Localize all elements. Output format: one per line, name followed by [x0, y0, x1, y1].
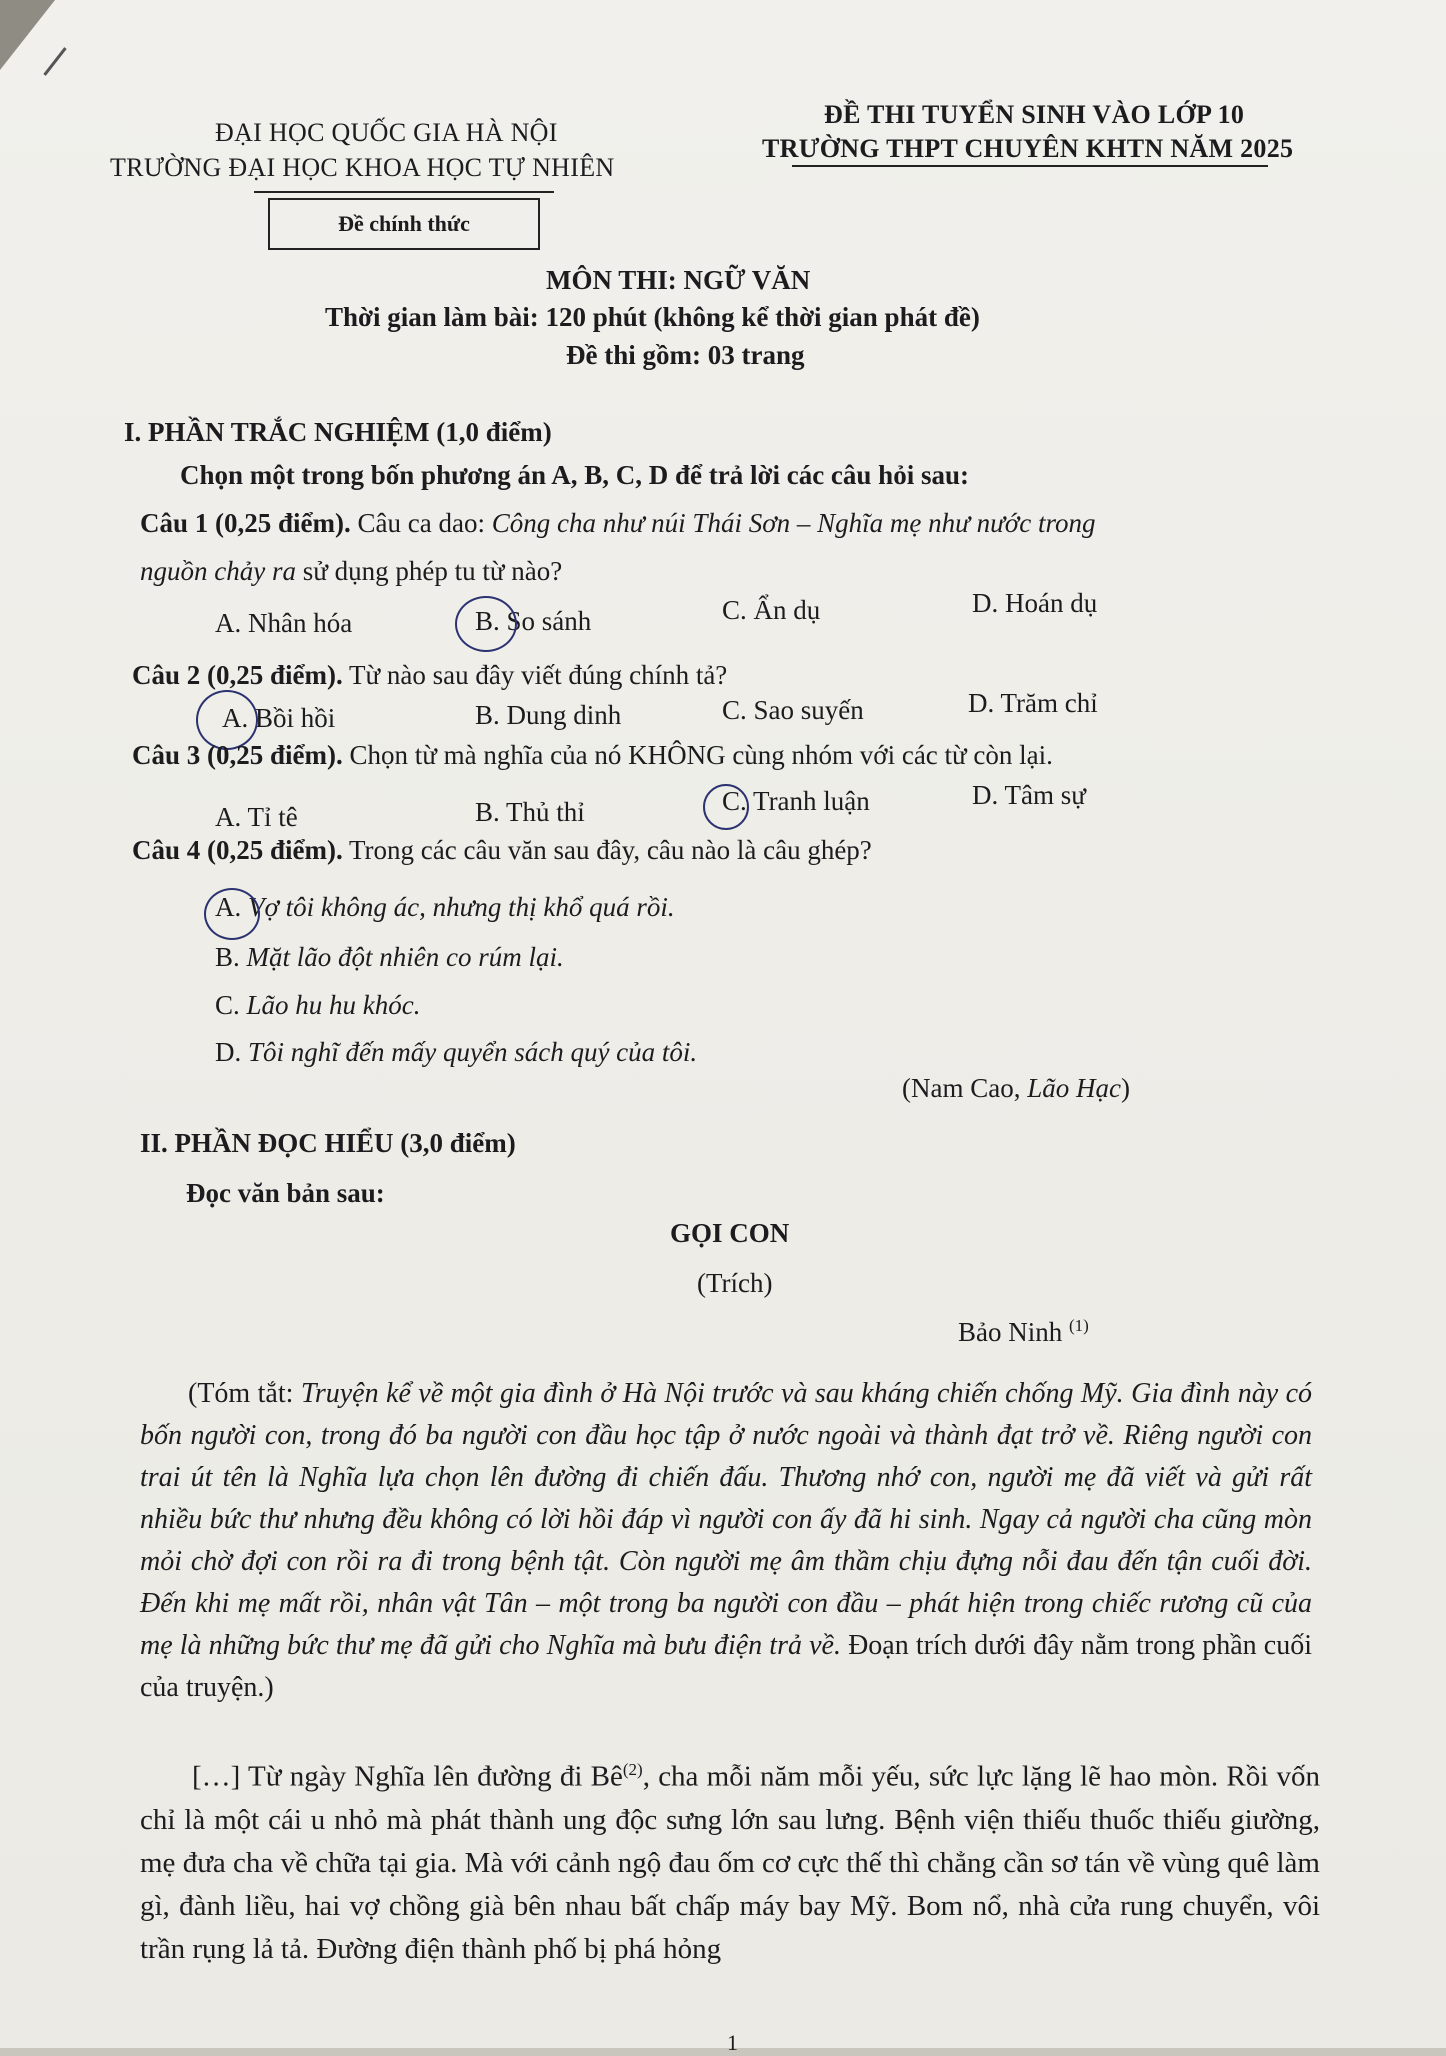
exam-school: TRƯỜNG THPT CHUYÊN KHTN NĂM 2025 — [762, 134, 1294, 163]
q2-option-c: C. Sao suyến — [722, 695, 864, 725]
subject: MÔN THI: NGỮ VĂN — [546, 265, 811, 295]
q4-option-d-letter: D. — [215, 1037, 248, 1067]
school-name: TRƯỜNG ĐẠI HỌC KHOA HỌC TỰ NHIÊN — [110, 153, 615, 182]
q1-answer-circle — [455, 596, 517, 652]
question-1-text: Câu ca dao: — [350, 508, 492, 538]
page-count: Đề thi gồm: 03 trang — [566, 340, 805, 370]
question-1 — [140, 508, 1095, 539]
q1-option-b: B. So sánh — [475, 606, 592, 636]
time-allowed: Thời gian làm bài: 120 phút (không kể thời gian phát đề) — [325, 302, 980, 332]
q4-option-c-letter: C. — [215, 990, 247, 1020]
q1-option-d: D. Hoán dụ — [972, 588, 1098, 618]
question-1-quote: Công cha như núi Thái Sơn – Nghĩa mẹ như nước trong — [491, 508, 1096, 538]
q4-option-b-text: Mặt lão đột nhiên co rúm lại. — [246, 942, 564, 972]
q3-option-d: D. Tâm sự — [972, 780, 1086, 810]
q1-option-c: C. Ẩn dụ — [722, 595, 821, 625]
q4-option-a — [215, 892, 675, 923]
summary-text: Truyện kể về một gia đình ở Hà Nội trước và sau kháng chiến chống Mỹ. Gia đình này có bốn người con, trong đó ba người con đầu học tập ở nước ngoài và thành đạt trở về. Riêng người con trai út tên là Nghĩa lựa chọn lên đường đi chiến đấu. Thương nhớ con, người mẹ đã viết và gửi rất nhiều bức thư nhưng đều không có lời hồi đáp vì người con ấy đã hi sinh. Ngay cả người cha cũng mòn mỏi chờ đợi con rồi ra đi trong bệnh tật. Còn người mẹ âm thầm chịu đựng nỗi đau đến tận cuối đời. Đến khi mẹ mất rồi, nhân vật Tân – một trong ba người con đầu – phát hiện trong chiếc rương cũ của mẹ là những bức thư mẹ đã gửi cho Nghĩa mà bưu điện trả về. — [140, 1378, 1313, 1661]
question-1-cont — [140, 556, 562, 587]
question-1-number: Câu 1 (0,25 điểm). — [140, 508, 351, 538]
q2-option-a: A. Bồi hồi — [222, 703, 336, 733]
question-4-text: Trong các câu văn sau đây, câu nào là câu ghép? — [342, 835, 872, 865]
excerpt-paragraph — [140, 1748, 1320, 1971]
section-1-title: I. PHẦN TRẮC NGHIỆM (1,0 điểm) — [124, 417, 552, 447]
story-author-footnote: (1) — [1069, 1316, 1089, 1335]
question-4 — [132, 835, 872, 866]
question-2 — [132, 660, 727, 691]
page-number: 1 — [727, 2030, 738, 2055]
summary-paragraph — [140, 1373, 1312, 1709]
exam-school-underline — [792, 165, 1268, 167]
q4-option-c — [215, 990, 421, 1021]
story-author — [958, 1316, 1089, 1348]
section-2-title: II. PHẦN ĐỌC HIỂU (3,0 điểm) — [140, 1128, 516, 1158]
q2-option-d: D. Trăm chỉ — [968, 688, 1098, 718]
summary-close: Đoạn trích dưới đây nằm trong phần cuối của truyện.) — [140, 1630, 1313, 1703]
q4-source — [902, 1073, 1130, 1104]
question-3-text: Chọn từ mà nghĩa của nó KHÔNG cùng nhóm với các từ còn lại. — [342, 740, 1053, 770]
question-2-text: Từ nào sau đây viết đúng chính tả? — [342, 660, 728, 690]
excerpt-start: […] Từ ngày Nghĩa lên đường đi Bê — [192, 1760, 623, 1793]
q4-option-d-text: Tôi nghĩ đến mấy quyển sách quý của tôi. — [248, 1037, 698, 1067]
summary-open: (Tóm tắt: — [188, 1378, 301, 1409]
q4-source-open: (Nam Cao, — [902, 1073, 1028, 1103]
q4-option-b — [215, 942, 564, 973]
q1-option-a: A. Nhân hóa — [215, 608, 353, 638]
q3-option-c: C. Tranh luận — [722, 786, 870, 816]
q4-answer-circle — [204, 888, 260, 940]
question-1-tail: sử dụng phép tu từ nào? — [295, 556, 563, 586]
excerpt-rest: , cha mỗi năm mỗi yếu, sức lực lặng lẽ hao mòn. Rồi vốn chỉ là một cái u nhỏ mà phát thành ung độc sưng lớn sau lưng. Bệnh viện thiếu thuốc thiếu giường, mẹ đưa cha về chữa tại gia. Mà với cảnh ngộ đau ốm cơ cực thế thì chẳng cần sơ tán về vùng quê làm gì, đành liều, hai vợ chồng già bên nhau bất chấp máy bay Mỹ. Bom nổ, nhà cửa rung chuyển, vôi trần rụng lả tả. Đường điện thành phố bị phá hỏng — [140, 1760, 1320, 1965]
university-name: ĐẠI HỌC QUỐC GIA HÀ NỘI — [215, 118, 558, 147]
section-1-instruction: Chọn một trong bốn phương án A, B, C, D để trả lời các câu hỏi sau: — [180, 460, 969, 490]
official-exam-label: Đề chính thức — [268, 198, 540, 250]
question-4-number: Câu 4 (0,25 điểm). — [132, 835, 343, 865]
q3-answer-circle — [703, 784, 749, 830]
excerpt-footnote: (2) — [622, 1760, 643, 1779]
q4-option-a-letter: A. — [215, 892, 248, 922]
exam-title: ĐỀ THI TUYỂN SINH VÀO LỚP 10 — [824, 100, 1245, 129]
question-1-quote-cont: nguồn chảy ra — [140, 556, 296, 586]
q4-option-c-text: Lão hu hu khóc. — [246, 990, 421, 1020]
q3-option-a: A. Tỉ tê — [215, 802, 298, 832]
school-underline — [254, 191, 554, 193]
q4-option-a-text: Vợ tôi không ác, nhưng thị khổ quá rồi. — [248, 892, 675, 922]
story-excerpt-note: (Trích) — [697, 1268, 773, 1298]
page-corner — [0, 0, 55, 70]
q4-source-work: Lão Hạc — [1027, 1073, 1121, 1103]
section-2-instruction: Đọc văn bản sau: — [186, 1178, 385, 1208]
q4-option-b-letter: B. — [215, 942, 247, 972]
story-title: GỌI CON — [670, 1218, 790, 1248]
story-author-name: Bảo Ninh — [958, 1317, 1069, 1347]
q2-option-b: B. Dung dinh — [475, 700, 622, 730]
question-3 — [132, 740, 1053, 771]
q4-source-close: ) — [1120, 1073, 1130, 1103]
question-2-number: Câu 2 (0,25 điểm). — [132, 660, 343, 690]
q3-option-b: B. Thủ thỉ — [475, 797, 585, 827]
question-3-number: Câu 3 (0,25 điểm). — [132, 740, 343, 770]
q4-option-d — [215, 1037, 697, 1068]
